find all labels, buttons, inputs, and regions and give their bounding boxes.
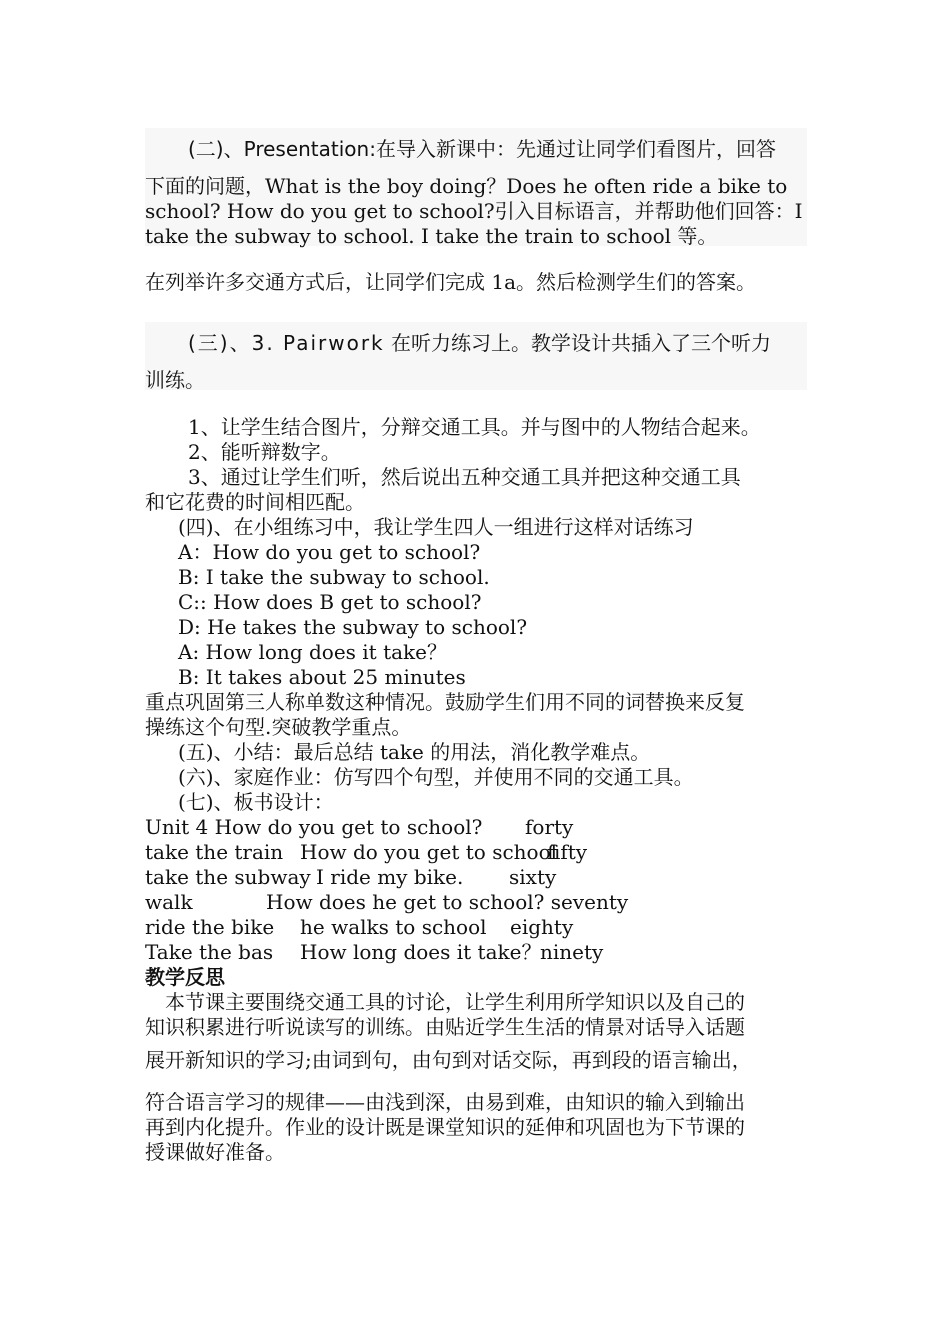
board-cell: take the subway <box>145 865 311 889</box>
listening-item: 2、能听辩数字。 <box>188 440 341 464</box>
listening-item: 1、让学生结合图片，分辩交通工具。并与图中的人物结合起来。 <box>188 415 761 439</box>
section2-line: take the subway to school. I take the train to school 等。 <box>145 224 718 248</box>
section2-line: 在列举许多交通方式后，让同学们完成 1a。然后检测学生们的答案。 <box>145 270 757 294</box>
section5: (五)、小结：最后总结 take 的用法，消化教学难点。 <box>178 740 651 764</box>
board-cell: Take the bas <box>145 940 274 964</box>
section4-summary: 操练这个句型.突破教学重点。 <box>145 715 412 739</box>
section2-lead: (二)、Presentation: <box>188 137 376 161</box>
section3-lead: (三)、3. Pairwork <box>188 331 385 355</box>
board-cell: take the train <box>145 840 284 864</box>
listening-item: 和它花费的时间相匹配。 <box>145 490 365 514</box>
reflection-line: 展开新知识的学习;由词到句，由句到对话交际，再到段的语言输出， <box>145 1048 752 1072</box>
reflection-line: 本节课主要围绕交通工具的讨论，让学生利用所学知识以及自己的 <box>165 990 745 1014</box>
board-cell: forty <box>525 815 574 839</box>
dialogue-line: B: I take the subway to school. <box>178 565 490 589</box>
board-cell: How do you get to school <box>300 840 558 864</box>
listening-item: 3、通过让学生们听，然后说出五种交通工具并把这种交通工具 <box>188 465 741 489</box>
board-cell: ride the bike <box>145 915 275 939</box>
section2-line: 下面的问题，What is the boy doing？Does he often ride a bike to <box>145 174 788 198</box>
section2-line: school? How do you get to school?引入目标语言，并帮助他们回答：I <box>145 199 803 223</box>
board-cell: sixty <box>509 865 557 889</box>
board-cell: How long does it take？ <box>300 940 542 964</box>
board-cell: Unit 4 How do you get to school? <box>145 815 483 839</box>
section4-summary: 重点巩固第三人称单数这种情况。鼓励学生们用不同的词替换来反复 <box>145 690 745 714</box>
dialogue-line: A：How do you get to school? <box>178 540 481 564</box>
dialogue-line: B: It takes about 25 minutes <box>178 665 466 689</box>
section2-heading <box>188 137 807 162</box>
dialogue-line: D: He takes the subway to school? <box>178 615 528 639</box>
board-cell: walk <box>145 890 193 914</box>
board-cell: eighty <box>510 915 574 939</box>
dialogue-line: C:: How does B get to school? <box>178 590 482 614</box>
section7: (七)、板书设计： <box>178 790 334 814</box>
reflection-line: 授课做好准备。 <box>145 1140 285 1164</box>
section3-heading <box>188 331 807 356</box>
reflection-line: 符合语言学习的规律——由浅到深，由易到难，由知识的输入到输出 <box>145 1090 745 1114</box>
reflection-title: 教学反思 <box>145 965 225 989</box>
section3-rest: 在听力练习上。教学设计共插入了三个听力 <box>391 331 771 355</box>
board-cell: How does he get to school? seventy <box>266 890 629 914</box>
section3-line: 训练。 <box>145 368 205 392</box>
board-cell: ninety <box>540 940 604 964</box>
section6: (六)、家庭作业：仿写四个句型，并使用不同的交通工具。 <box>178 765 694 789</box>
board-cell: fifty <box>547 840 588 864</box>
reflection-line: 知识积累进行听说读写的训练。由贴近学生生活的情景对话导入话题 <box>145 1015 745 1039</box>
section4-intro: (四)、在小组练习中，我让学生四人一组进行这样对话练习 <box>178 515 694 539</box>
section2-rest: 在导入新课中：先通过让同学们看图片，回答 <box>375 137 776 161</box>
board-cell: he walks to school <box>300 915 487 939</box>
reflection-line: 再到内化提升。作业的设计既是课堂知识的延伸和巩固也为下节课的 <box>145 1115 745 1139</box>
board-cell: I ride my bike. <box>316 865 464 889</box>
dialogue-line: A: How long does it take？ <box>178 640 447 664</box>
